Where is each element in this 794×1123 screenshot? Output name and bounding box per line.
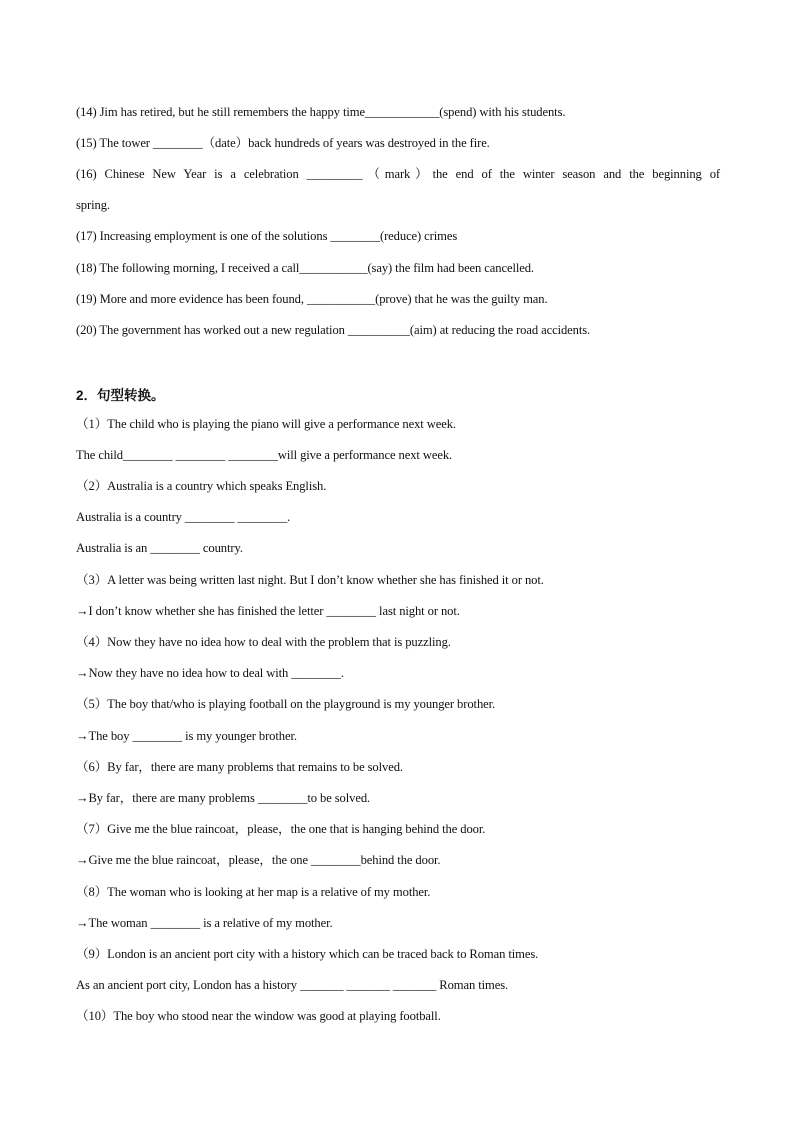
exercise-3-prompt: （3）A letter was being written last night. But I don’t know whether she has finished it or not.	[76, 573, 544, 587]
exercise-4-answer: →Now they have no idea how to deal with ________.	[76, 666, 344, 680]
exercise-5-answer: →The boy ________ is my younger brother.	[76, 729, 297, 743]
exercise-2-answer-b: Australia is an ________ country.	[76, 541, 243, 555]
question-16-line-1: (16) Chinese New Year is a celebration _________（mark）the end of the winter season and the beginning of	[76, 167, 720, 181]
question-15: (15) The tower ________（date）back hundreds of years was destroyed in the fire.	[76, 136, 490, 150]
exercise-8-prompt: （8）The woman who is looking at her map is a relative of my mother.	[76, 885, 431, 899]
exercise-6-prompt: （6）By far，there are many problems that remains to be solved.	[76, 760, 403, 774]
exercise-4-prompt: （4）Now they have no idea how to deal with the problem that is puzzling.	[76, 635, 451, 649]
exercise-7-prompt: （7）Give me the blue raincoat，please，the one that is hanging behind the door.	[76, 822, 486, 836]
exercise-9-answer: As an ancient port city, London has a history _______ _______ _______ Roman times.	[76, 978, 509, 992]
exercise-3-answer: →I don’t know whether she has finished the letter ________ last night or not.	[76, 604, 460, 618]
question-20: (20) The government has worked out a new regulation __________(aim) at reducing the road accidents.	[76, 323, 591, 337]
question-16-line-2: spring.	[76, 198, 110, 212]
exercise-10-prompt: （10）The boy who stood near the window was good at playing football.	[76, 1009, 441, 1023]
exercise-7-answer: →Give me the blue raincoat，please，the one ________behind the door.	[76, 853, 441, 867]
exercise-2-answer-a: Australia is a country ________ ________.	[76, 510, 291, 524]
question-19: (19) More and more evidence has been found, ___________(prove) that he was the guilty man.	[76, 292, 548, 306]
exercise-5-prompt: （5）The boy that/who is playing football on the playground is my younger brother.	[76, 697, 496, 711]
exercise-9-prompt: （9）London is an ancient port city with a history which can be traced back to Roman times.	[76, 947, 539, 961]
exercise-2-prompt: （2）Australia is a country which speaks English.	[76, 479, 327, 493]
question-14: (14) Jim has retired, but he still remembers the happy time____________(spend) with his students.	[76, 105, 566, 119]
question-17: (17) Increasing employment is one of the solutions ________(reduce) crimes	[76, 229, 458, 243]
exercise-6-answer: →By far，there are many problems ________to be solved.	[76, 791, 371, 805]
exercise-1-prompt: （1）The child who is playing the piano will give a performance next week.	[76, 417, 456, 431]
section-2-heading: 2．句型转换。	[76, 388, 165, 403]
exercise-8-answer: →The woman ________ is a relative of my mother.	[76, 916, 333, 930]
question-18: (18) The following morning, I received a call___________(say) the film had been cancelled.	[76, 261, 534, 275]
exercise-1-answer: The child________ ________ ________will give a performance next week.	[76, 448, 453, 462]
